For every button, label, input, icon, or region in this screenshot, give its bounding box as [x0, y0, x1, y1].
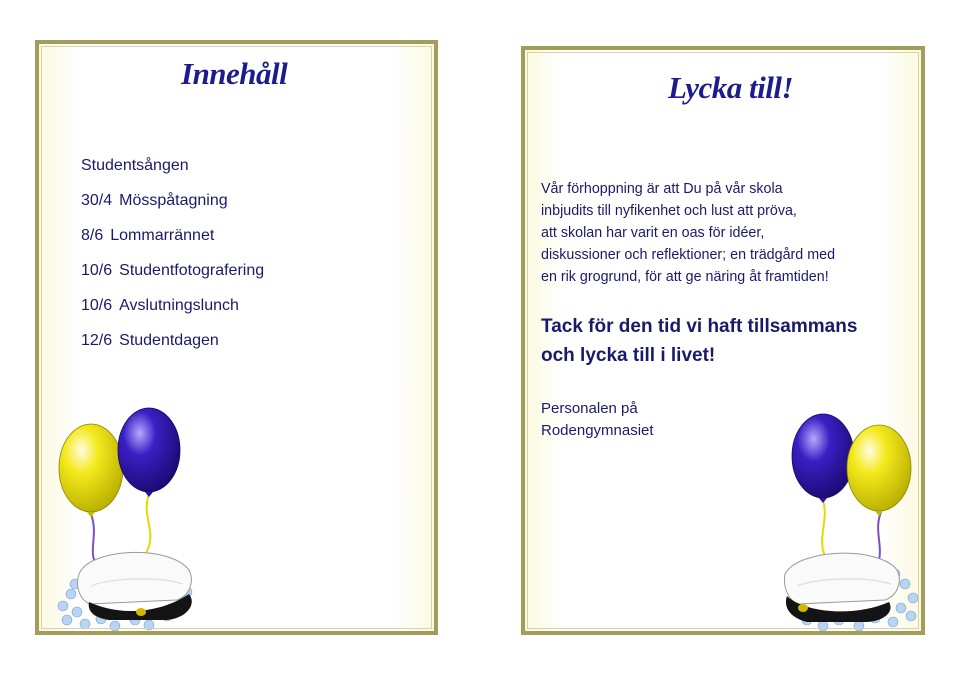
item-date: 10/6 [81, 262, 113, 279]
item-label: Studentsången [81, 157, 189, 174]
greeting-title: Lycka till! [668, 70, 794, 105]
list-item [81, 191, 264, 226]
item-label: Studentdagen [119, 332, 219, 349]
message-line: Vår förhoppning är att Du på vår skola [541, 181, 783, 197]
blue-balloon-icon [118, 408, 180, 497]
balloons-and-cap-art [49, 406, 209, 631]
list-item [81, 226, 264, 261]
student-cap-icon [77, 552, 191, 620]
message-line: en rik grogrund, för att ge näring åt framtiden! [541, 269, 829, 285]
thanks-line: Tack för den tid vi haft tillsammans [541, 316, 858, 337]
greeting-card [521, 46, 925, 635]
item-label: Studentfotografering [119, 262, 265, 279]
student-cap-icon [785, 553, 900, 622]
message-line: diskussioner och reflektioner; en trädgård med [541, 247, 836, 263]
item-date: 12/6 [81, 332, 113, 349]
thanks-heading [541, 312, 911, 370]
message-paragraph [541, 178, 911, 288]
list-item [81, 261, 264, 296]
item-label: Lommarrännet [110, 227, 215, 244]
yellow-balloon-icon [59, 424, 123, 517]
contents-title: Innehåll [181, 56, 288, 91]
list-item [81, 331, 264, 366]
signature-line: Rodengymnasiet [541, 422, 654, 439]
list-item [81, 156, 264, 191]
item-date: 30/4 [81, 192, 113, 209]
message-line: att skolan har varit en oas för idéer, [541, 225, 765, 241]
balloons-and-cap-art [773, 408, 923, 633]
list-item [81, 296, 264, 331]
message-line: inbjudits till nyfikenhet och lust att pröva, [541, 203, 797, 219]
signature-line: Personalen på [541, 400, 638, 417]
item-label: Mösspåtagning [119, 192, 228, 209]
thanks-line: och lycka till i livet! [541, 345, 716, 366]
contents-card [35, 40, 438, 635]
yellow-balloon-icon [847, 425, 911, 516]
signature [541, 398, 654, 442]
item-label: Avslutningslunch [119, 297, 239, 314]
item-date: 10/6 [81, 297, 113, 314]
blue-balloon-icon [792, 414, 854, 503]
item-date: 8/6 [81, 227, 104, 244]
contents-list [81, 156, 264, 366]
